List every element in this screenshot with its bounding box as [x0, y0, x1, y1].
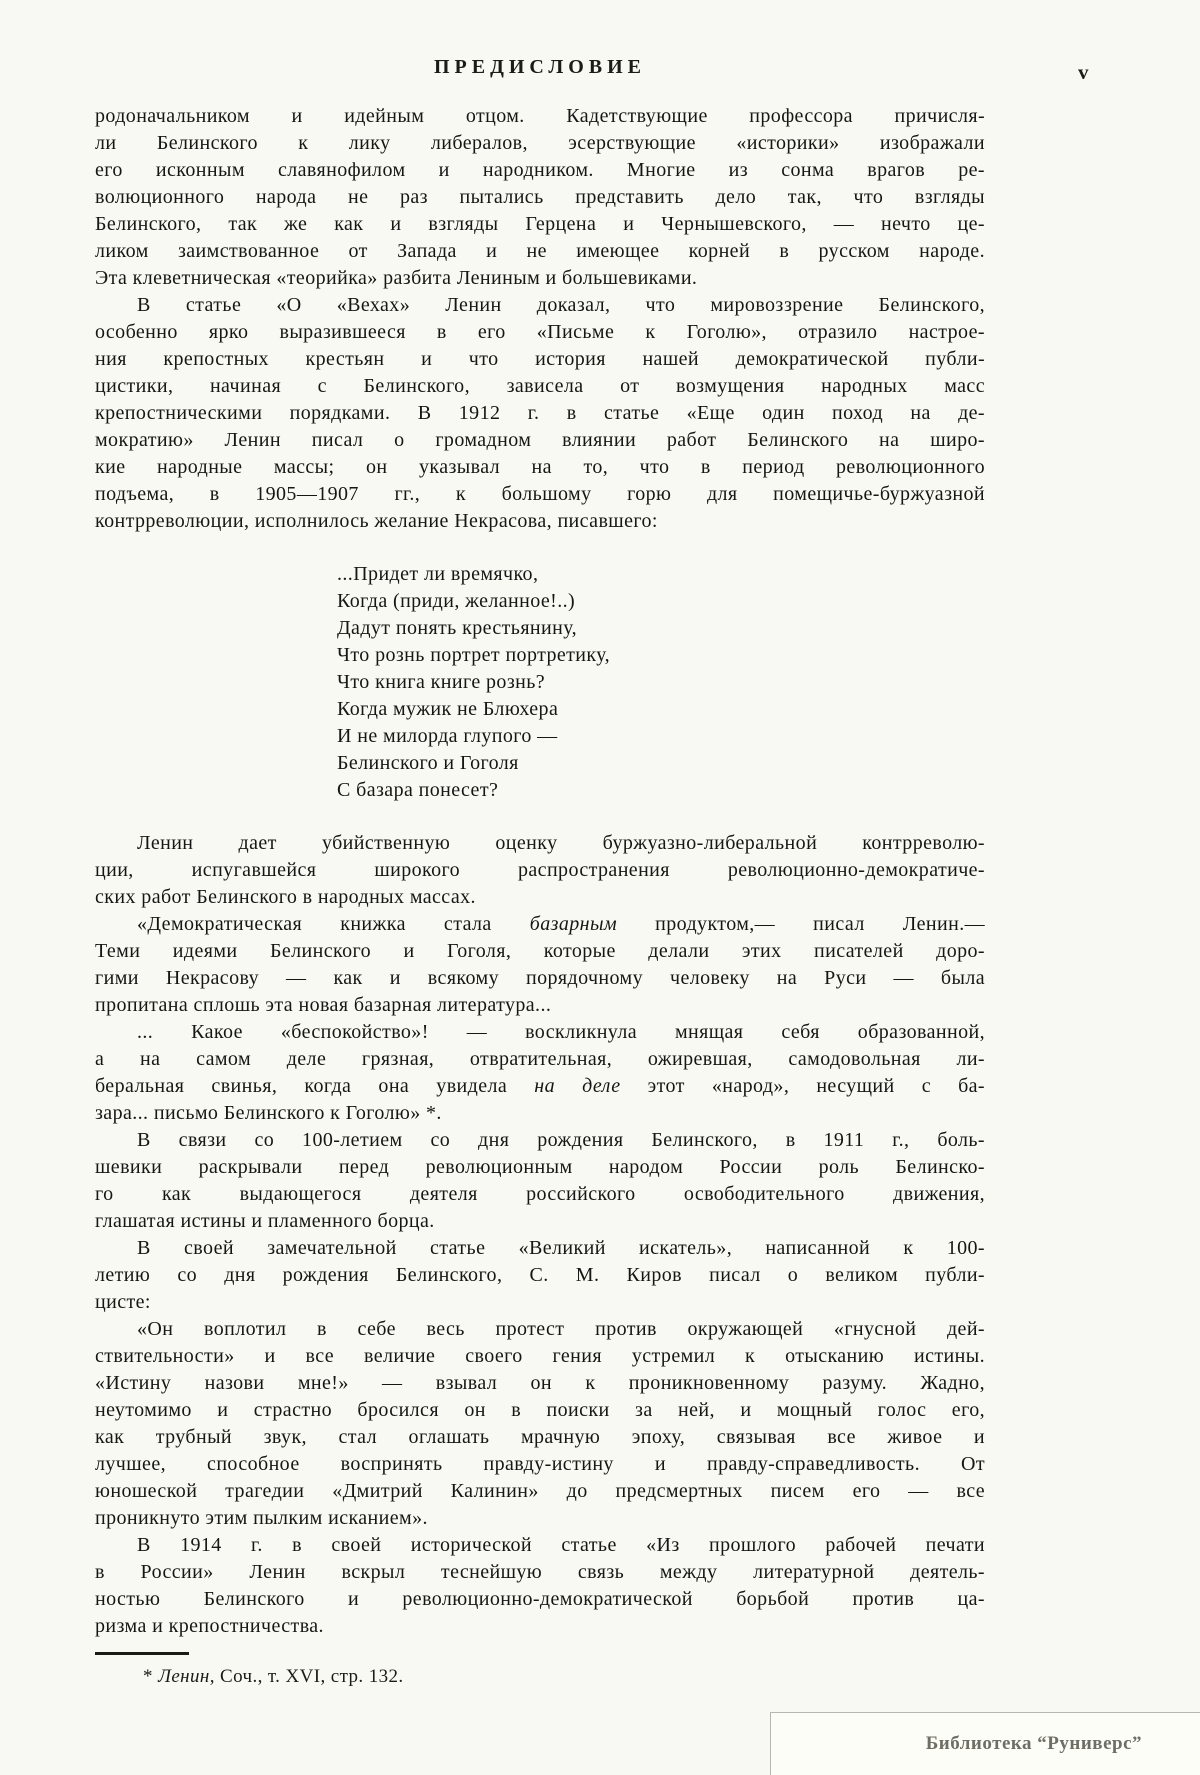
- text-line: [95, 508, 985, 535]
- text-line: [95, 1046, 985, 1073]
- text-line: [95, 292, 985, 319]
- text-line: [95, 373, 985, 400]
- text-segment: а на самом деле грязная, отвратительная, ожиревшая, самодовольная ли-: [95, 1048, 985, 1070]
- text-line: [95, 1181, 985, 1208]
- text-line: [95, 1370, 985, 1397]
- poem-block: [337, 561, 985, 804]
- text-line: [95, 481, 985, 508]
- text-segment: го как выдающегося деятеля российского освободительного движения,: [95, 1183, 985, 1205]
- poem-line: ...Придет ли времячко,: [337, 563, 539, 585]
- text-segment: «Демократическая книжка стала: [137, 913, 530, 935]
- text-line: [95, 938, 985, 965]
- text-segment: как трубный звук, стал оглашать мрачную эпоху, связывая все живое и: [95, 1426, 985, 1448]
- text-segment: мократию» Ленин писал о громадном влиянии работ Белинского на широ-: [95, 429, 985, 451]
- text-line: [95, 427, 985, 454]
- text-segment: ли Белинского к лику либералов, эсерствующие «историки» изображали: [95, 132, 985, 154]
- text-segment: на деле: [534, 1075, 621, 1097]
- text-segment: Ленин дает убийственную оценку буржуазно-либеральной контрреволю-: [137, 832, 985, 854]
- text-line: [95, 1127, 985, 1154]
- text-line: [95, 346, 985, 373]
- text-line: [95, 965, 985, 992]
- text-line: [95, 319, 985, 346]
- text-line: [95, 157, 985, 184]
- text-segment: пропитана сплошь эта новая базарная литература...: [95, 994, 552, 1016]
- text-segment: кие народные массы; он указывал на то, что в период революционного: [95, 456, 985, 478]
- text-segment: цисте:: [95, 1291, 151, 1313]
- text-segment: «Он воплотил в себе весь протест против окружающей «гнусной дей-: [137, 1318, 985, 1340]
- poem-line: С базара понесет?: [337, 779, 499, 801]
- text-line: [95, 1397, 985, 1424]
- text-segment: шевики раскрывали перед революционным народом России роль Белинско-: [95, 1156, 985, 1178]
- text-segment: юношеской трагедии «Дмитрий Калинин» до предсмертных писем его — все: [95, 1480, 985, 1502]
- text-line: [95, 1154, 985, 1181]
- text-line: [95, 1073, 985, 1100]
- poem-line: Что рознь портрет портретику,: [337, 644, 611, 666]
- text-segment: его исконным славянофилом и народником. Многие из сонма врагов ре-: [95, 159, 985, 181]
- text-line: [95, 211, 985, 238]
- text-segment: ции, испугавшейся широкого распространения революционно-демократиче-: [95, 859, 985, 881]
- page-title: ПРЕДИСЛОВИЕ: [433, 56, 647, 78]
- text-segment: Белинского, так же как и взгляды Герцена и Чернышевского, — нечто це-: [95, 213, 985, 235]
- text-segment: *: [143, 1666, 159, 1687]
- text-segment: родоначальником и идейным отцом. Кадетствующие профессора причисля-: [95, 105, 985, 127]
- text-segment: ских работ Белинского в народных массах.: [95, 886, 476, 908]
- text-column: [95, 103, 985, 1640]
- paragraph: [95, 830, 985, 911]
- text-segment: ностью Белинского и революционно-демократической борьбой против ца-: [95, 1588, 985, 1610]
- text-line: [95, 1559, 985, 1586]
- poem-line: Когда мужик не Блюхера: [337, 698, 559, 720]
- text-line: [95, 1235, 985, 1262]
- text-segment: , Соч., т. XVI, стр. 132.: [209, 1666, 404, 1687]
- footnote-text: [143, 1666, 404, 1688]
- text-segment: ... Какое «беспокойство»! — воскликнула мнящая себя образованной,: [137, 1021, 985, 1043]
- paragraph: [95, 1127, 985, 1235]
- text-segment: цистики, начиная с Белинского, зависела от возмущения народных масс: [95, 375, 985, 397]
- text-line: [95, 1289, 985, 1316]
- text-segment: неутомимо и страстно бросился он в поиски за ней, и мощный голос его,: [95, 1399, 985, 1421]
- text-line: [95, 238, 985, 265]
- paragraph: [95, 103, 985, 292]
- text-line: [95, 1262, 985, 1289]
- text-segment: крепостническими порядками. В 1912 г. в статье «Еще один поход на де-: [95, 402, 985, 424]
- text-segment: ствительности» и все величие своего гения устремил к отысканию истины.: [95, 1345, 985, 1367]
- text-segment: Теми идеями Белинского и Гоголя, которые делали этих писателей доро-: [95, 940, 985, 962]
- text-line: [95, 992, 985, 1019]
- text-segment: особенно ярко выразившееся в его «Письме к Гоголю», отразило настрое-: [95, 321, 985, 343]
- text-line: [95, 1100, 985, 1127]
- text-line: [95, 884, 985, 911]
- text-segment: В 1914 г. в своей исторической статье «Из прошлого рабочей печати: [137, 1534, 985, 1556]
- text-segment: подъема, в 1905—1907 гг., к большому горю для помещичье-буржуазной: [95, 483, 985, 505]
- text-line: [95, 130, 985, 157]
- text-segment: этот «народ», несущий с ба-: [620, 1075, 985, 1097]
- text-line: [95, 1424, 985, 1451]
- text-segment: лучшее, способное воспринять правду-истину и правду-справедливость. От: [95, 1453, 985, 1475]
- text-segment: В своей замечательной статье «Великий искатель», написанной к 100-: [137, 1237, 985, 1259]
- text-line: [95, 830, 985, 857]
- text-line: [95, 1451, 985, 1478]
- text-segment: в России» Ленин вскрыл теснейшую связь между литературной деятель-: [95, 1561, 985, 1583]
- text-line: [95, 1316, 985, 1343]
- text-segment: Эта клеветническая «теорийка» разбита Лениным и большевиками.: [95, 267, 698, 289]
- library-watermark: Библиотека “Руниверс”: [925, 1733, 1142, 1754]
- text-line: [95, 1613, 985, 1640]
- paragraph: [95, 1316, 985, 1532]
- text-segment: зара... письмо Белинского к Гоголю» *.: [95, 1102, 442, 1124]
- paragraph: [95, 292, 985, 535]
- text-line: [95, 400, 985, 427]
- text-line: [95, 1505, 985, 1532]
- text-segment: продуктом,— писал Ленин.—: [617, 913, 985, 935]
- text-line: [95, 1532, 985, 1559]
- text-line: [95, 454, 985, 481]
- text-segment: В связи со 100-летием со дня рождения Белинского, в 1911 г., боль-: [137, 1129, 985, 1151]
- text-segment: контрреволюции, исполнилось желание Некрасова, писавшего:: [95, 510, 658, 532]
- running-head: [95, 56, 985, 84]
- page-number: v: [1078, 60, 1089, 84]
- text-line: [95, 1019, 985, 1046]
- text-segment: «Истину назови мне!» — взывал он к проникновенному разуму. Жадно,: [95, 1372, 985, 1394]
- text-segment: ризма и крепостничества.: [95, 1615, 324, 1637]
- text-line: [95, 857, 985, 884]
- text-line: [95, 1586, 985, 1613]
- text-segment: В статье «О «Вехах» Ленин доказал, что мировоззрение Белинского,: [137, 294, 985, 316]
- text-segment: ния крепостных крестьян и что история нашей демократической публи-: [95, 348, 985, 370]
- poem-line: Дадут понять крестьянину,: [337, 617, 578, 639]
- watermark-box: [770, 1712, 1200, 1775]
- poem-line: Белинского и Гоголя: [337, 752, 519, 774]
- text-segment: базарным: [529, 913, 618, 935]
- paragraph: [95, 1532, 985, 1640]
- paragraph: [95, 1019, 985, 1127]
- text-line: [95, 911, 985, 938]
- text-line: [95, 265, 985, 292]
- paragraph: [95, 1235, 985, 1316]
- text-segment: летию со дня рождения Белинского, С. М. Киров писал о великом публи-: [95, 1264, 985, 1286]
- poem-line: И не милорда глупого —: [337, 725, 558, 747]
- text-line: [95, 1478, 985, 1505]
- text-line: [95, 103, 985, 130]
- text-segment: Ленин: [158, 1666, 210, 1687]
- text-line: [95, 1208, 985, 1235]
- footnote-rule: [95, 1652, 189, 1655]
- text-segment: волюционного народа не раз пытались представить дело так, что взгляды: [95, 186, 985, 208]
- text-segment: гими Некрасову — как и всякому порядочному человеку на Руси — была: [95, 967, 985, 989]
- text-line: [95, 1343, 985, 1370]
- text-segment: беральная свинья, когда она увидела: [95, 1075, 535, 1097]
- paragraph: [95, 911, 985, 1019]
- text-segment: проникнуто этим пылким исканием».: [95, 1507, 428, 1529]
- text-line: [95, 184, 985, 211]
- poem-line: Когда (приди, желанное!..): [337, 590, 576, 612]
- text-segment: ликом заимствованное от Запада и не имеющее корней в русском народе.: [95, 240, 985, 262]
- text-segment: глашатая истины и пламенного борца.: [95, 1210, 435, 1232]
- poem-line: Что книга книге рознь?: [337, 671, 546, 693]
